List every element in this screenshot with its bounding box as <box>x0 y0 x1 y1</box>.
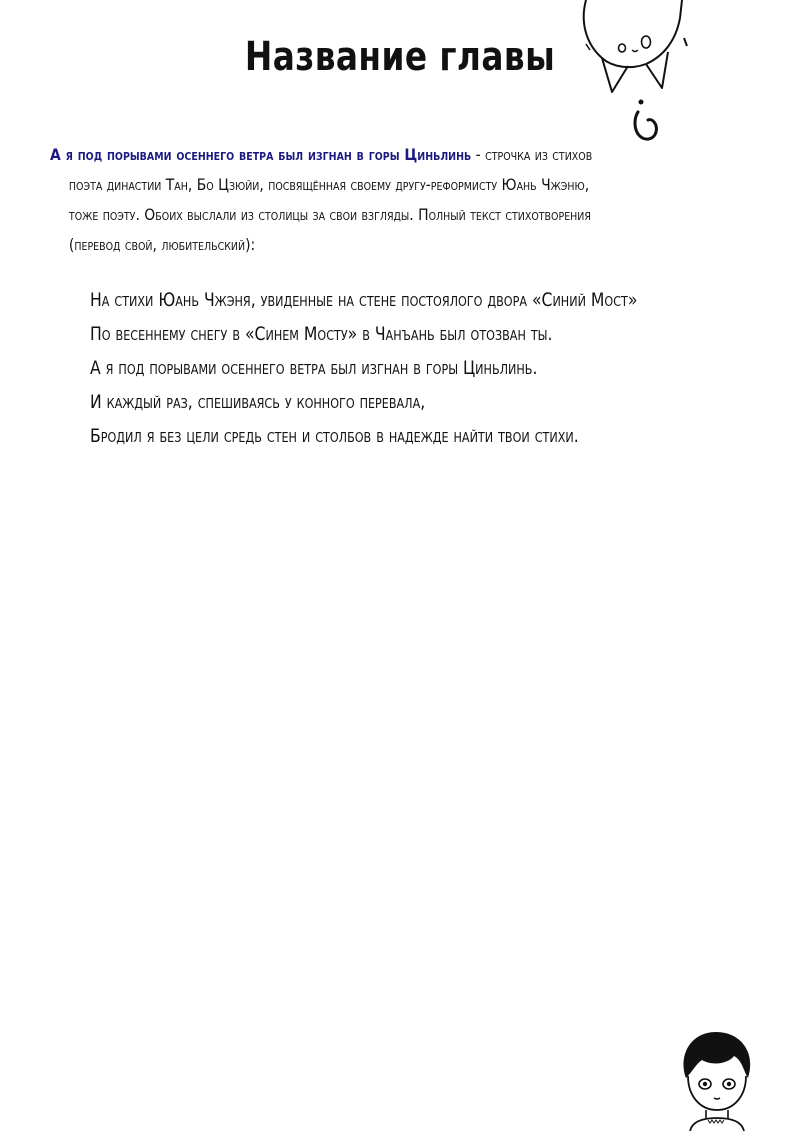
note-line-4: (перевод свой, любительский): <box>68 235 256 254</box>
note-line-3: тоже поэту. Обоих выслали из столицы за свои взгляды. Полный текст стихотворения <box>68 205 591 224</box>
highlighted-quote: А я под порывами осеннего ветра был изгнан в горы Циньлинь <box>50 145 472 164</box>
note-line-1 <box>50 140 729 170</box>
poem-line: Бродил я без цели средь стен и столбов в надежде найти твои стихи. <box>90 426 579 447</box>
poem-line: По весеннему снегу в «Синем Мосту» в Чанъань был отозван ты. <box>90 324 553 345</box>
translator-note <box>50 140 729 260</box>
note-line-2: поэта династии Тан, Бо Цзюйи, посвящённая своему другу-реформисту Юань Чжэню, <box>68 175 590 194</box>
note-line-1-rest: - строчка из стихов <box>471 145 593 164</box>
boy-doodle-icon <box>672 1026 762 1131</box>
poem-line: А я под порывами осеннего ветра был изгнан в горы Циньлинь. <box>90 358 538 379</box>
chapter-title: Название главы <box>244 34 556 80</box>
poem-line: И каждый раз, спешиваясь у конного перевала, <box>90 392 426 413</box>
poem-line: На стихи Юань Чжэня, увиденные на стене постоялого двора «Синий Мост» <box>90 290 638 311</box>
poem <box>90 284 637 454</box>
